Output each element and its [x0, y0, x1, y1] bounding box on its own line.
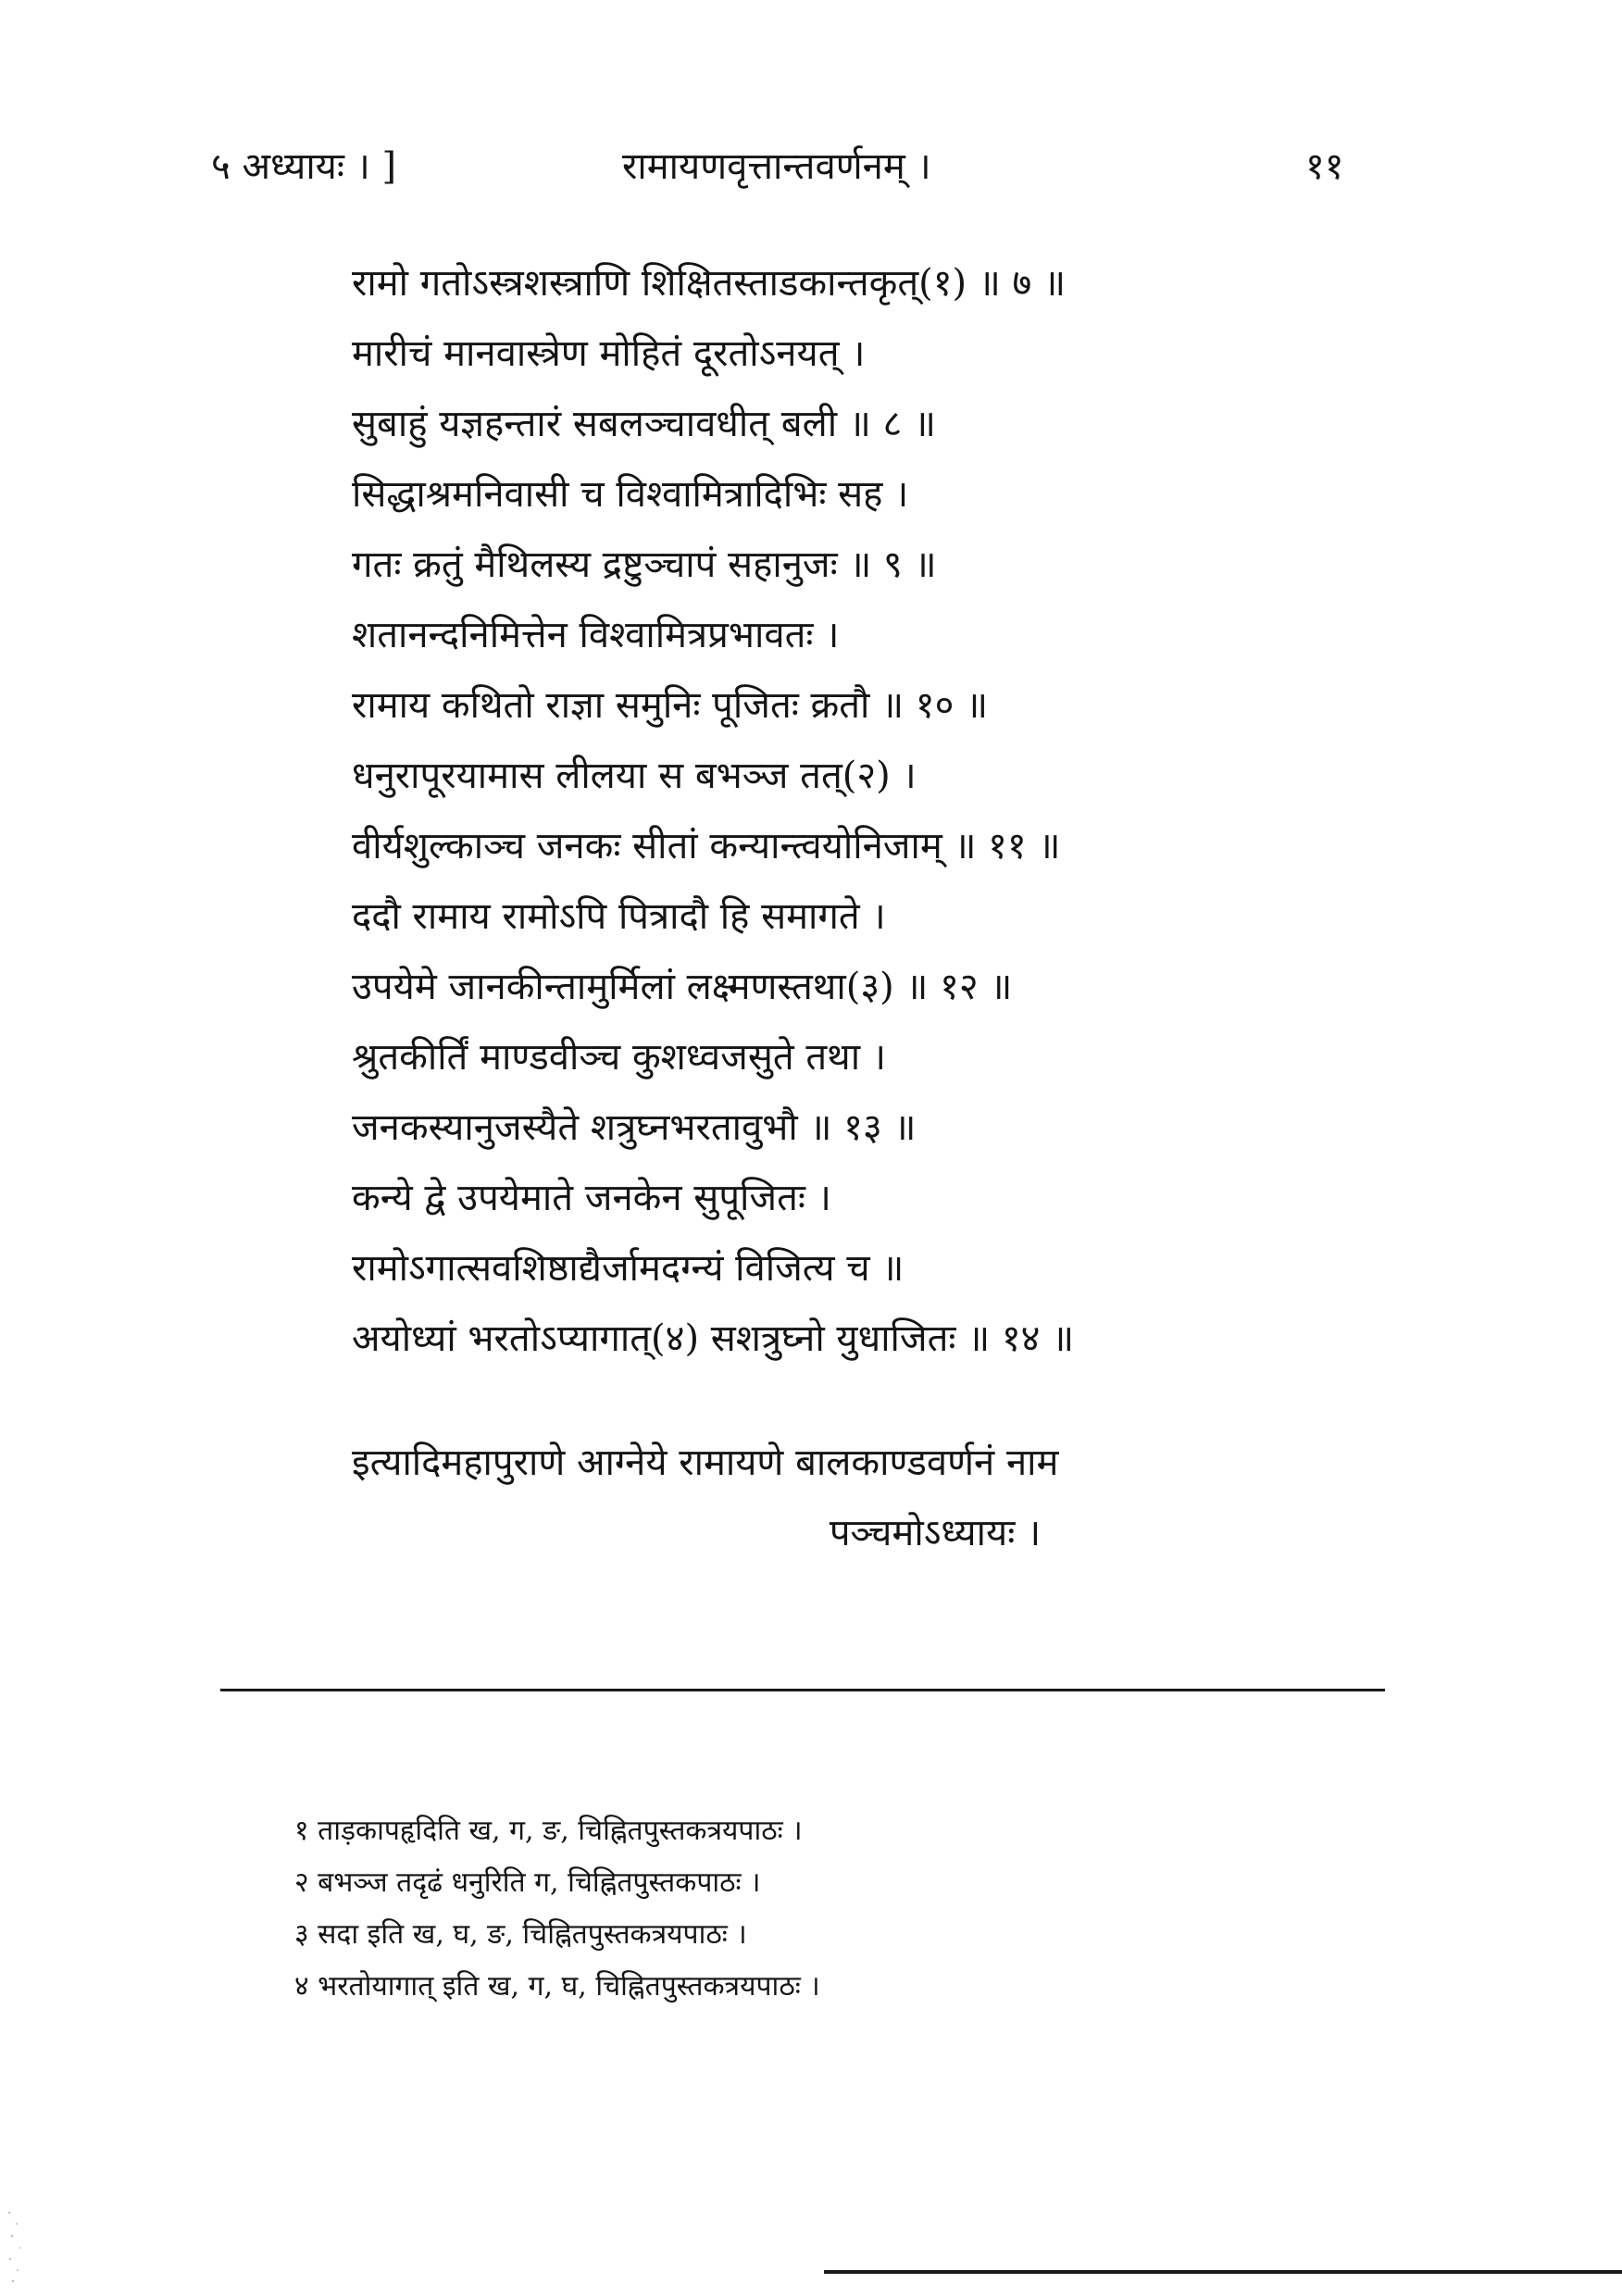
- verse-line: सुबाहुं यज्ञहन्तारं सबलञ्चावधीत् बली ॥ ८ ॥: [352, 403, 936, 445]
- footnote-divider: [220, 1689, 1385, 1691]
- verse-line: रामाय कथितो राज्ञा समुनिः पूजितः क्रतौ ॥ १० ॥: [352, 684, 989, 727]
- footnote: ४ भरतोयागात् इति ख, ग, घ, चिह्नितपुस्तकत्रयपाठः ।: [294, 1970, 820, 2003]
- verse-line: ददौ रामाय रामोऽपि पित्रादौ हि समागते ।: [352, 895, 886, 938]
- footnotes: [294, 1805, 1220, 2013]
- verse-line: मारीचं मानवास्त्रेण मोहितं दूरतोऽनयत् ।: [352, 332, 866, 375]
- footnote: १ ताड़कापहृदिति ख, ग, ङ, चिह्नितपुस्तकत्रयपाठः ।: [294, 1815, 803, 1847]
- footnote: २ बभञ्ज तदृढं धनुरिति ग, चिह्नितपुस्तकपाठः ।: [294, 1866, 761, 1899]
- verse-line: गतः क्रतुं मैथिलस्य द्रष्टुञ्चापं सहानुजः ॥ ९ ॥: [352, 543, 937, 586]
- verse-line: अयोध्यां भरतोऽप्यागात्(४) सशत्रुघ्नो युधाजितः ॥ १४ ॥: [352, 1317, 1075, 1360]
- running-title: रामायणवृत्तान्तवर्णनम् ।: [622, 145, 931, 188]
- verse-line: श्रुतकीर्तिं माण्डवीञ्च कुशध्वजसुते तथा ।: [352, 1036, 886, 1079]
- verse-line: धनुरापूरयामास लीलया स बभञ्ज तत्(२) ।: [352, 755, 917, 797]
- verse-line: उपयेमे जानकीन्तामुर्मिलां लक्ष्मणस्तथा(३) ॥ १२ ॥: [352, 966, 1013, 1008]
- verse-line: वीर्यशुल्काञ्च जनकः सीतां कन्यान्त्वयोनिजाम् ॥ ११ ॥: [352, 825, 1061, 867]
- scan-noise: [4, 2203, 31, 2287]
- verse-line: सिद्धाश्रमनिवासी च विश्वामित्रादिभिः सह ।: [352, 473, 909, 516]
- verse-line: रामो गतोऽस्त्रशस्त्राणि शिक्षितस्ताडकान्तकृत्(१) ॥ ७ ॥: [352, 262, 1067, 305]
- verse-line: जनकस्यानुजस्यैते शत्रुघ्नभरतावुभौ ॥ १३ ॥: [352, 1106, 917, 1149]
- running-header: [0, 139, 1622, 204]
- footnote: ३ सदा इति ख, घ, ङ, चिह्नितपुस्तकत्रयपाठः ।: [294, 1918, 747, 1951]
- page-number: ११: [1305, 145, 1344, 188]
- colophon-line: इत्यादिमहापुराणे आग्नेये रामायणे बालकाण्डवर्णनं नाम: [352, 1441, 1059, 1484]
- chapter-label: ५ अध्यायः । ]: [211, 145, 397, 188]
- chapter-colophon: [352, 1428, 1278, 1568]
- verse-line: कन्ये द्वे उपयेमाते जनकेन सुपूजितः ।: [352, 1177, 831, 1219]
- colophon-line: पञ्चमोऽध्यायः ।: [829, 1512, 1042, 1554]
- page-edge-line: [824, 2270, 1622, 2274]
- verse-line: शतानन्दनिमित्तेन विश्वामित्रप्रभावतः ।: [352, 614, 840, 656]
- verse-line: रामोऽगात्सवशिष्ठाद्यैर्जामदग्न्यं विजित्य च ॥: [352, 1247, 905, 1290]
- verse-block: [352, 248, 1278, 1374]
